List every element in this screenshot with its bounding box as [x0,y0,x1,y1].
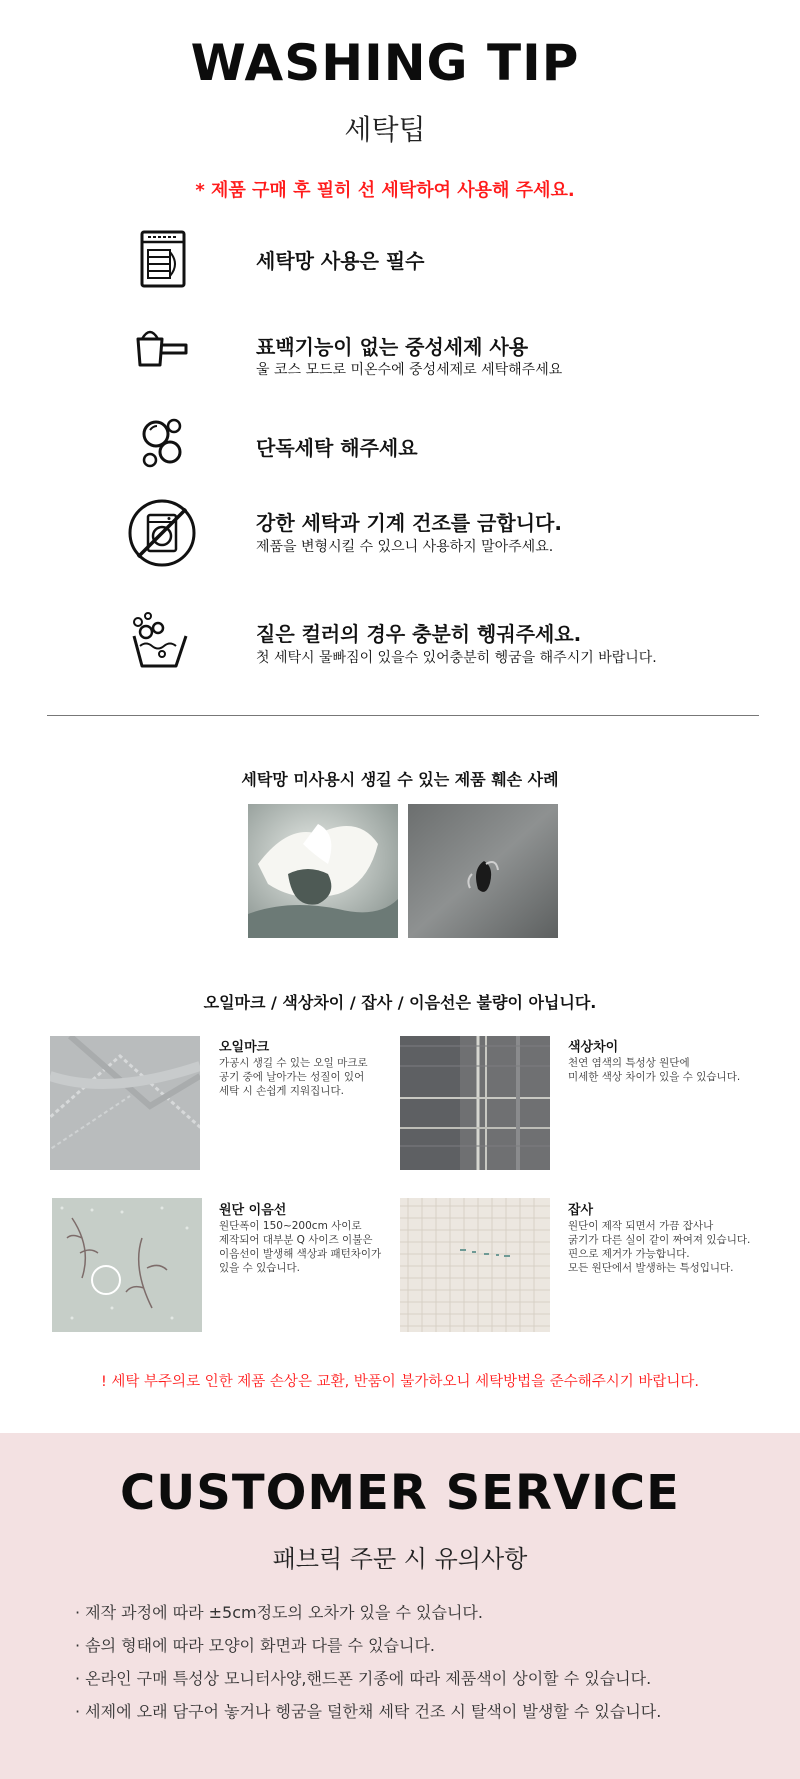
stray-thread-label: 잡사 [568,1203,594,1218]
detergent-scoop-icon [120,317,200,387]
stray-thread-description: 원단이 제작 되면서 가끔 잡사나 굵기가 다른 실이 같이 짜여져 있습니다. 핀으로 제거가 가능합니다. 모든 원단에서 발생하는 특성입니다. [568,1220,751,1274]
section-divider [47,715,759,716]
list-item: · 세제에 오래 담구어 놓거나 헹굼을 덜한채 세탁 건조 시 탈색이 발생할 수 있습니다. [75,1702,662,1721]
color-difference-photo [400,1036,550,1170]
fabric-seam-description: 원단폭이 150~200cm 사이로 제작되어 대부분 Q 사이즈 이불은 이음선이 발생해 색상과 패턴차이가 있을 수 있습니다. [219,1220,382,1274]
oil-mark-description: 가공시 생길 수 있는 오일 마크로 공기 중에 날아가는 성질이 있어 세탁 시 손쉽게 지워집니다. [219,1057,368,1097]
oil-mark-label: 오일마크 [219,1040,270,1055]
washing-tip-title: WASHING TIP [190,34,580,92]
order-notes-list [75,1603,775,1735]
oil-mark-photo [50,1036,200,1170]
list-item: · 온라인 구매 특성상 모니터사양,핸드폰 기종에 따라 제품색이 상이할 수 있습니다. [75,1669,652,1688]
defects-title: 오일마크 / 색상차이 / 잡사 / 이음선은 불량이 아닙니다. [203,993,597,1012]
no-machine-dry-icon [120,495,200,565]
tip-title: 강한 세탁과 기계 건조를 금합니다. [256,511,562,535]
tip-title: 세탁망 사용은 필수 [256,249,425,273]
tip-title: 단독세탁 해주세요 [256,436,418,460]
tip-wash-separately [120,410,760,480]
prewash-notice: * 제품 구매 후 필히 선 세탁하여 사용해 주세요. [195,180,575,201]
stray-thread-photo [400,1198,550,1332]
color-difference-label: 색상차이 [568,1040,619,1055]
bubbles-icon [120,410,200,480]
customer-service-title: CUSTOMER SERVICE [120,1465,680,1521]
list-item: · 솜의 형태에 따라 모양이 화면과 다를 수 있습니다. [75,1636,435,1655]
hand-wash-icon [120,610,200,680]
damage-photo-hole [408,804,558,938]
tip-laundry-net [120,228,760,298]
washing-tip-subtitle: 세탁팁 [344,113,426,146]
tip-title: 표백기능이 없는 중성세제 사용 [256,335,529,359]
washing-warning: ! 세탁 부주의로 인한 제품 손상은 교환, 반품이 불가하오니 세탁방법을 준수해주시기 바랍니다. [101,1374,699,1390]
fabric-seam-photo [52,1198,202,1332]
fabric-seam-label: 원단 이음선 [219,1203,287,1218]
tip-description: 첫 세탁시 물빠짐이 있을수 있어충분히 헹굼을 해주시기 바랍니다. [256,650,657,666]
damage-cases-title: 세탁망 미사용시 생길 수 있는 제품 훼손 사례 [241,770,559,789]
tip-title: 짙은 컬러의 경우 충분히 헹궈주세요. [256,622,582,646]
damage-photo-torn-fabric [248,804,398,938]
color-difference-description: 천연 염색의 특성상 원단에 미세한 색상 차이가 있을 수 있습니다. [568,1057,741,1083]
tip-rinse-dark-colors [120,610,760,680]
customer-service-subtitle: 패브릭 주문 시 유의사항 [272,1545,528,1573]
tip-description: 제품을 변형시킬 수 있으니 사용하지 말아주세요. [256,539,554,555]
list-item: · 제작 과정에 따라 ±5cm정도의 오차가 있을 수 있습니다. [75,1603,483,1622]
laundry-net-icon [120,228,200,298]
customer-service-section [0,1433,800,1779]
tip-no-machine-dry [120,495,760,565]
tip-neutral-detergent [120,317,760,387]
tip-description: 울 코스 모드로 미온수에 중성세제로 세탁해주세요 [256,362,563,378]
